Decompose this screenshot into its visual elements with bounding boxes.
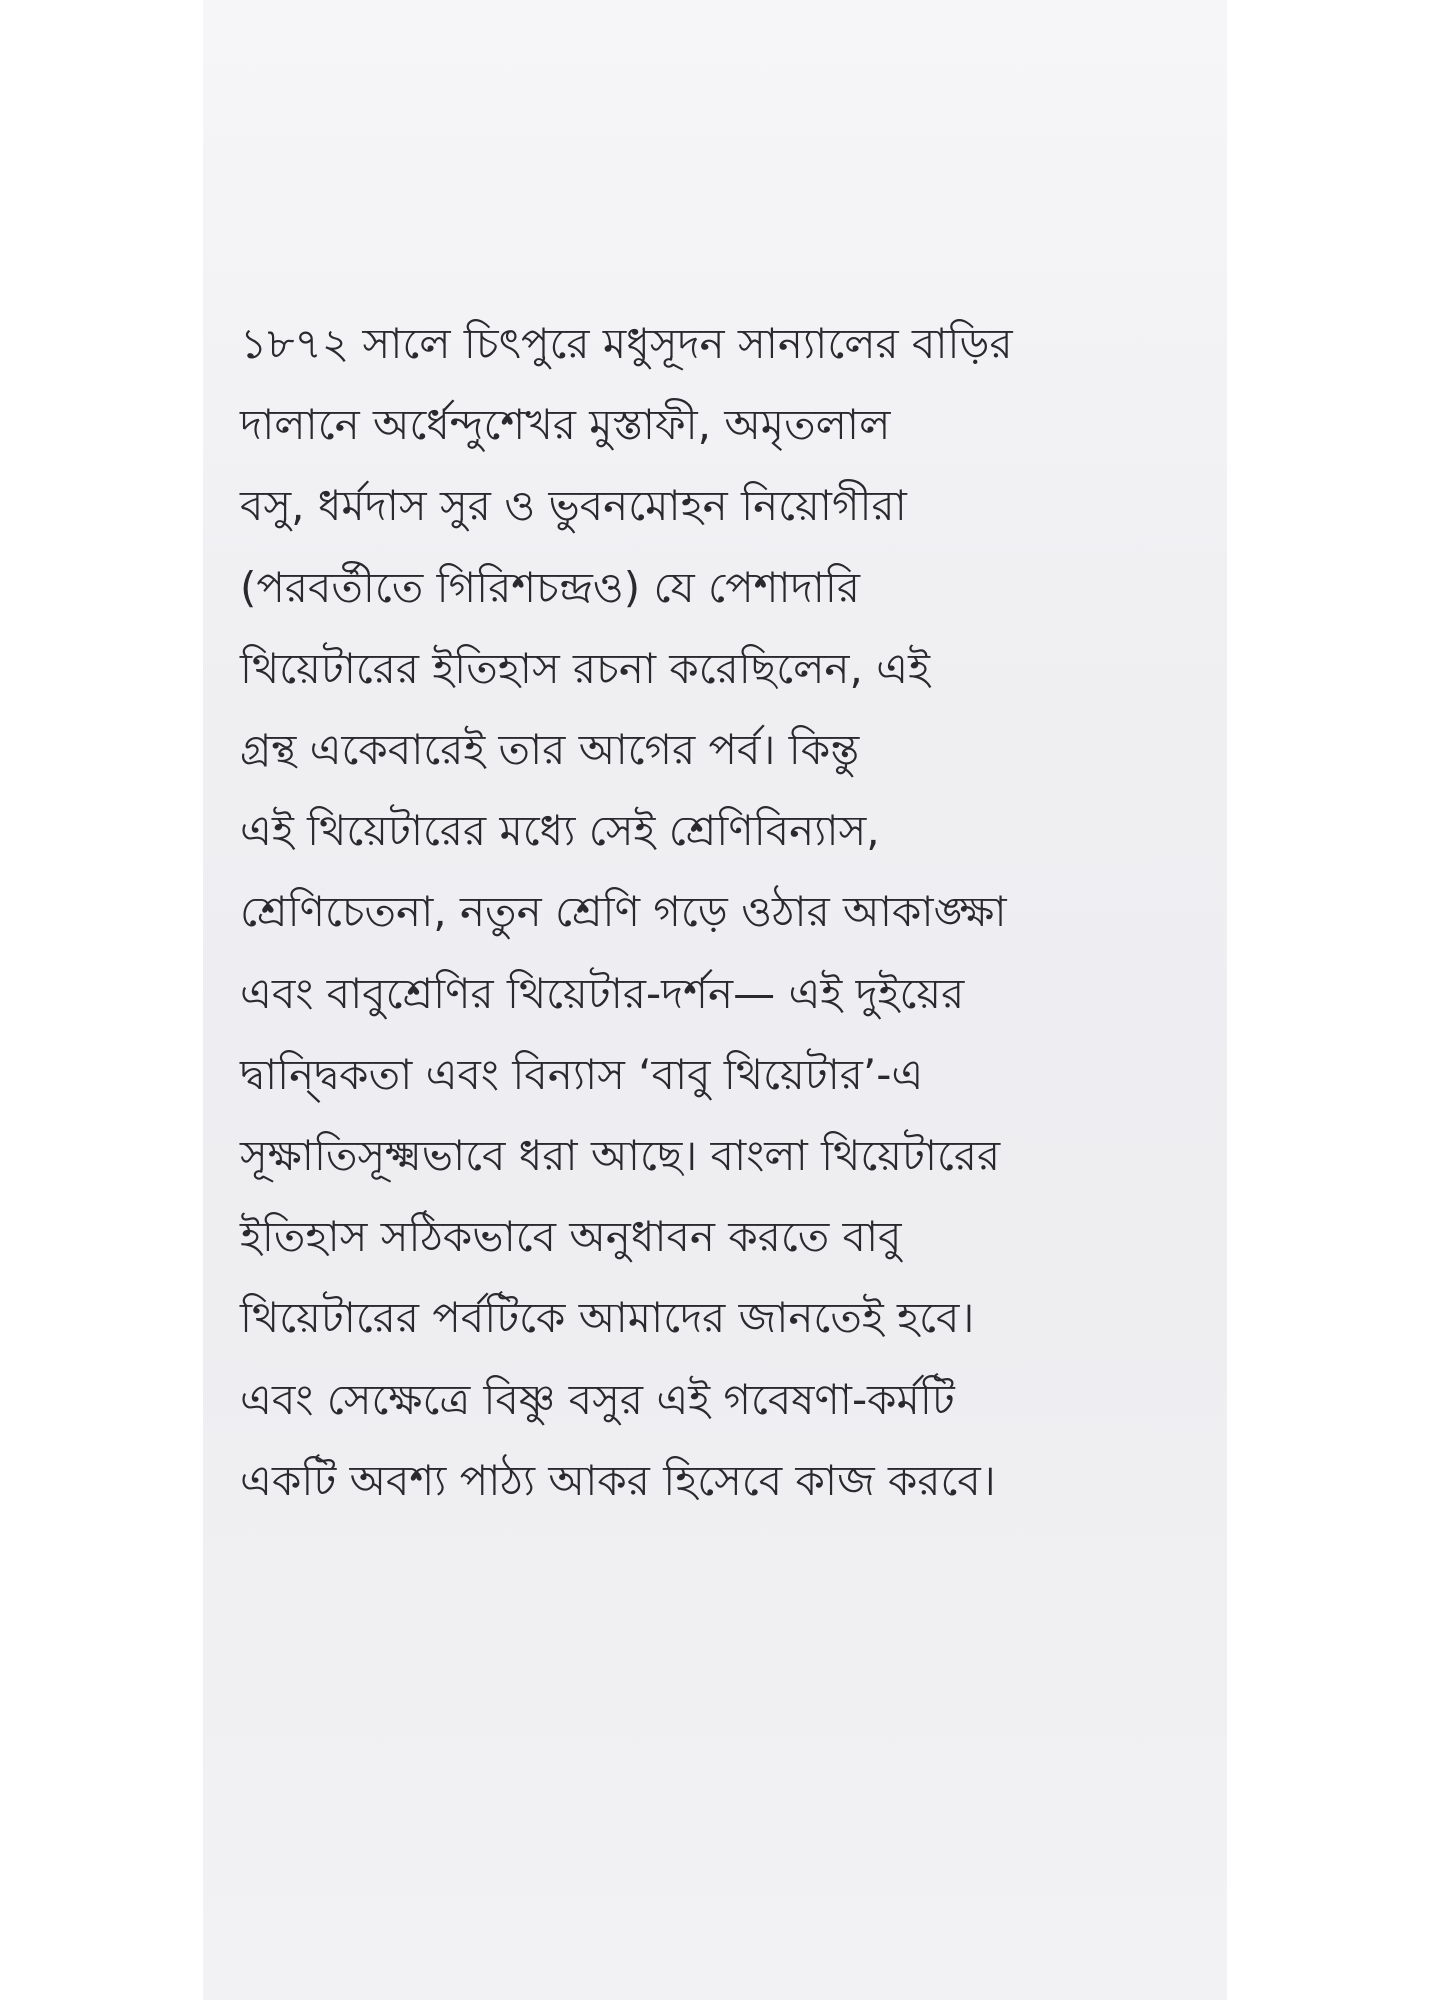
text-line: দ্বান্দ্বিকতা এবং বিন্যাস ‘বাবু থিয়েটার’-এ (240, 1049, 924, 1099)
text-line: দালানে অর্ধেন্দুশেখর মুস্তাফী, অমৃতলাল (240, 400, 891, 450)
text-line: এই থিয়েটারের মধ্যে সেই শ্রেণিবিন্যাস, (240, 806, 880, 856)
text-line: গ্রন্থ একেবারেই তার আগের পর্ব। কিন্তু (240, 725, 860, 775)
text-line: ১৮৭২ সালে চিৎপুরে মধুসূদন সান্যালের বাড়ির (240, 319, 1013, 368)
blurb-paragraph (240, 303, 1200, 1521)
text-line: এবং বাবুশ্রেণির থিয়েটার-দর্শন— এই দুইয়ের (240, 968, 965, 1018)
text-line: থিয়েটারের ইতিহাস রচনা করেছিলেন, এই (240, 643, 930, 693)
text-line: এবং সেক্ষেত্রে বিষ্ণু বসুর এই গবেষণা-কর্মটি (240, 1374, 955, 1424)
book-page (203, 0, 1227, 2000)
text-line: ইতিহাস সঠিকভাবে অনুধাবন করতে বাবু (240, 1212, 902, 1262)
text-line: একটি অবশ্য পাঠ্য আকর হিসেবে কাজ করবে। (240, 1455, 996, 1505)
text-line: সূক্ষাতিসূক্ষ্মভাবে ধরা আছে। বাংলা থিয়েটারের (240, 1131, 1001, 1181)
text-line: (পরবর্তীতে গিরিশচন্দ্রও) যে পেশাদারি (240, 562, 860, 612)
text-line: বসু, ধর্মদাস সুর ও ভুবনমোহন নিয়োগীরা (240, 481, 907, 531)
text-line: থিয়েটারের পর্বটিকে আমাদের জানতেই হবে। (240, 1293, 975, 1343)
text-line: শ্রেণিচেতনা, নতুন শ্রেণি গড়ে ওঠার আকাঙ্ক্ষা (240, 887, 1007, 937)
